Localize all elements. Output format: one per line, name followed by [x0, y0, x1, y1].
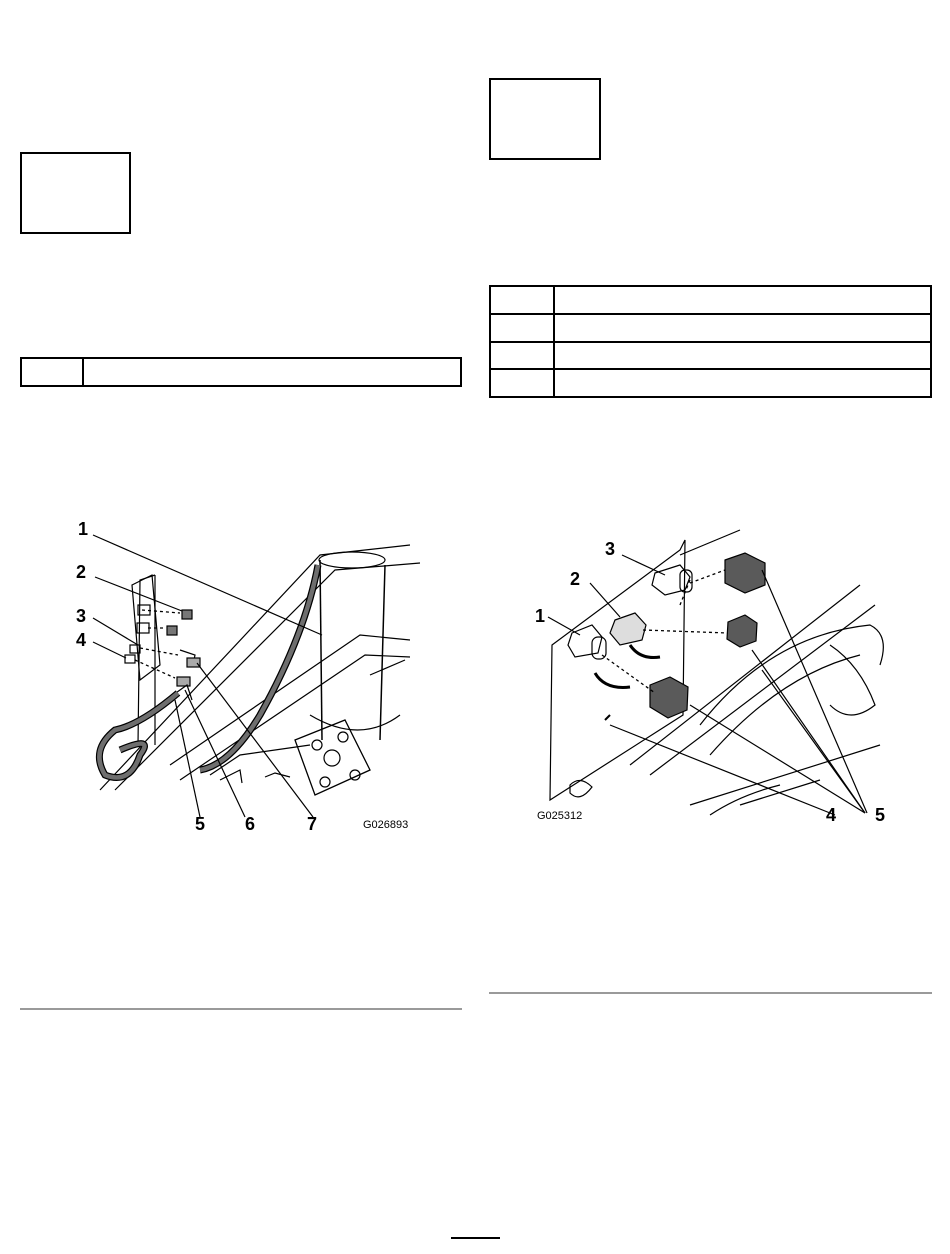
table-row [490, 342, 931, 370]
callout-4: 4 [76, 630, 87, 650]
left-hydraulic-figure [60, 515, 430, 835]
callout-3: 3 [76, 606, 87, 626]
table-row [490, 369, 931, 397]
callout-1: 1 [535, 606, 546, 626]
table-row [490, 286, 931, 314]
table-row [490, 314, 931, 342]
page-number-line [451, 1237, 500, 1239]
right-caps-figure [530, 525, 900, 830]
callout-7: 7 [307, 814, 318, 834]
right-section-rule [489, 992, 932, 994]
callout-1: 1 [78, 519, 89, 539]
callout-4: 4 [826, 805, 837, 825]
callout-2: 2 [76, 562, 87, 582]
left-notice-box [20, 152, 131, 234]
table-row [21, 358, 461, 386]
callout-3: 3 [605, 539, 616, 559]
callout-2: 2 [570, 569, 581, 589]
left-section-rule [20, 1008, 462, 1010]
callout-5: 5 [875, 805, 886, 825]
figure-id-label: G025312 [537, 810, 583, 822]
left-parts-table [20, 357, 462, 387]
right-parts-table [489, 285, 932, 398]
table-cell [21, 358, 83, 386]
callout-5: 5 [195, 814, 206, 834]
right-notice-box [489, 78, 601, 160]
callout-6: 6 [245, 814, 256, 834]
figure-id-label: G026893 [363, 819, 409, 831]
table-cell [83, 358, 461, 386]
